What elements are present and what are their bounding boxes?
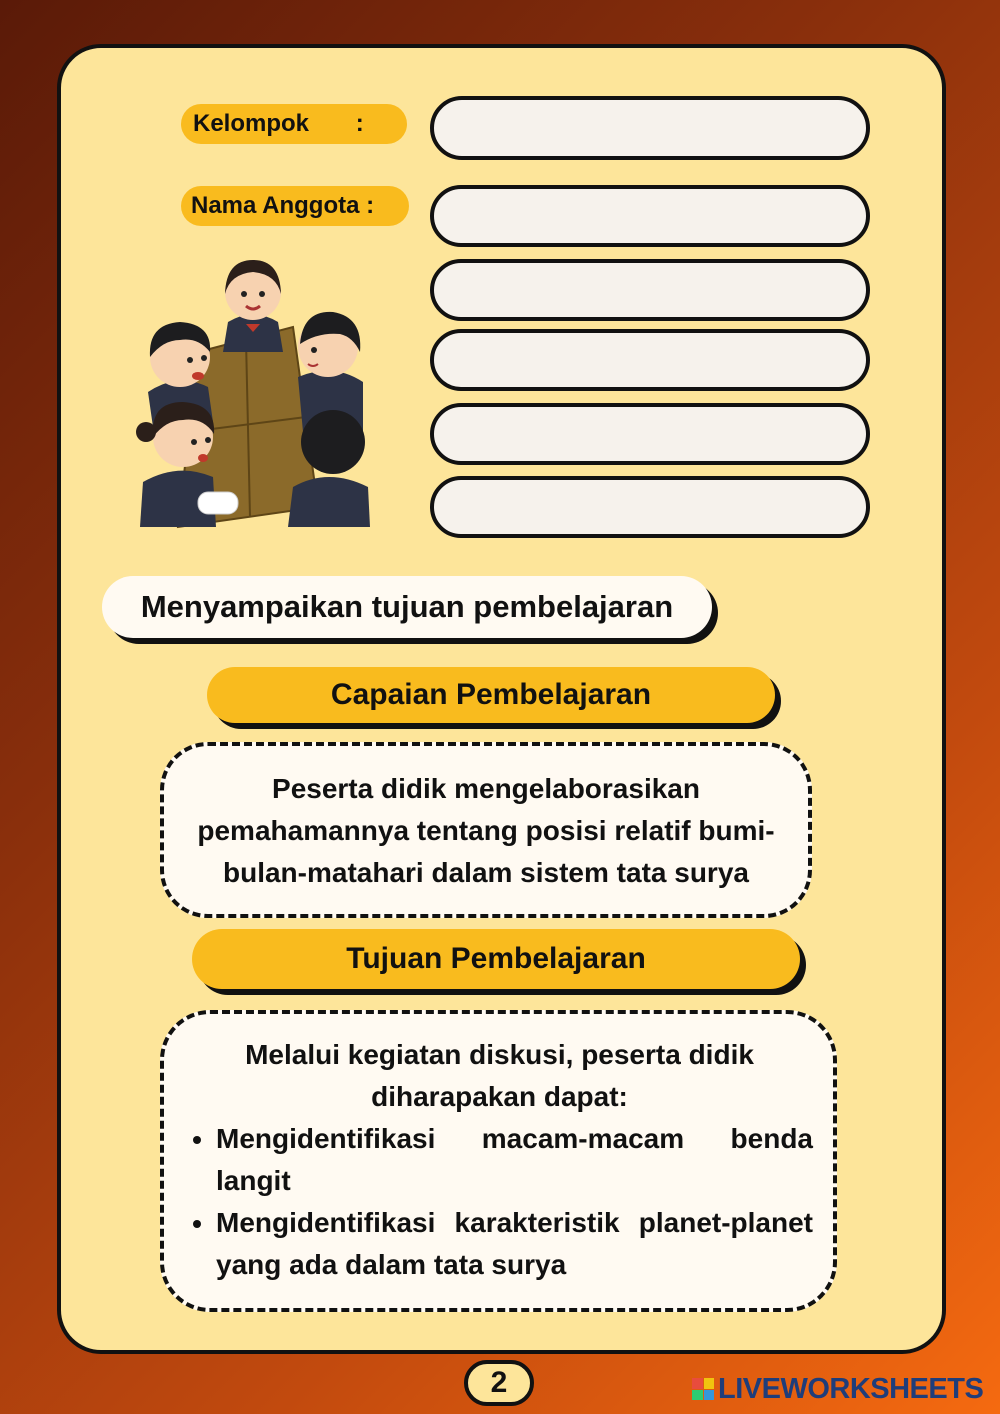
tujuan-heading: Tujuan Pembelajaran (192, 929, 800, 989)
liveworksheets-brand[interactable] (692, 1372, 983, 1406)
liveworksheets-logo-icon (692, 1378, 714, 1400)
anggota-input-2[interactable] (430, 259, 870, 321)
anggota-input-5[interactable] (430, 476, 870, 538)
kelompok-input[interactable] (430, 96, 870, 160)
tujuan-box (160, 1010, 837, 1312)
anggota-input-1[interactable] (430, 185, 870, 247)
tujuan-intro-line-1: Melalui kegiatan diskusi, peserta didik (245, 1039, 754, 1070)
page-number: 2 (464, 1360, 534, 1406)
group-discussion-illustration (128, 252, 388, 532)
capaian-box (160, 742, 812, 918)
tujuan-list-item: • Mengidentifikasi karakteristik planet-planet yang ada dalam tata surya (216, 1202, 813, 1286)
anggota-input-3[interactable] (430, 329, 870, 391)
brand-text: LIVEWORKSHEETS (718, 1372, 984, 1405)
section-title: Menyampaikan tujuan pembelajaran (102, 576, 712, 638)
capaian-heading: Capaian Pembelajaran (207, 667, 775, 723)
tujuan-list-item: • Mengidentifikasi macam-macam benda langit (216, 1118, 813, 1202)
capaian-line-1: Peserta didik mengelaborasikan (272, 773, 700, 804)
kelompok-label: Kelompok : (181, 104, 407, 144)
capaian-line-2: pemahamannya tentang posisi relatif bumi- (197, 815, 775, 846)
anggota-input-4[interactable] (430, 403, 870, 465)
tujuan-list (186, 1118, 813, 1286)
tujuan-intro-line-2: diharapakan dapat: (371, 1081, 628, 1112)
capaian-line-3: bulan-matahari dalam sistem tata surya (223, 857, 749, 888)
nama-anggota-label: Nama Anggota : (181, 186, 409, 226)
